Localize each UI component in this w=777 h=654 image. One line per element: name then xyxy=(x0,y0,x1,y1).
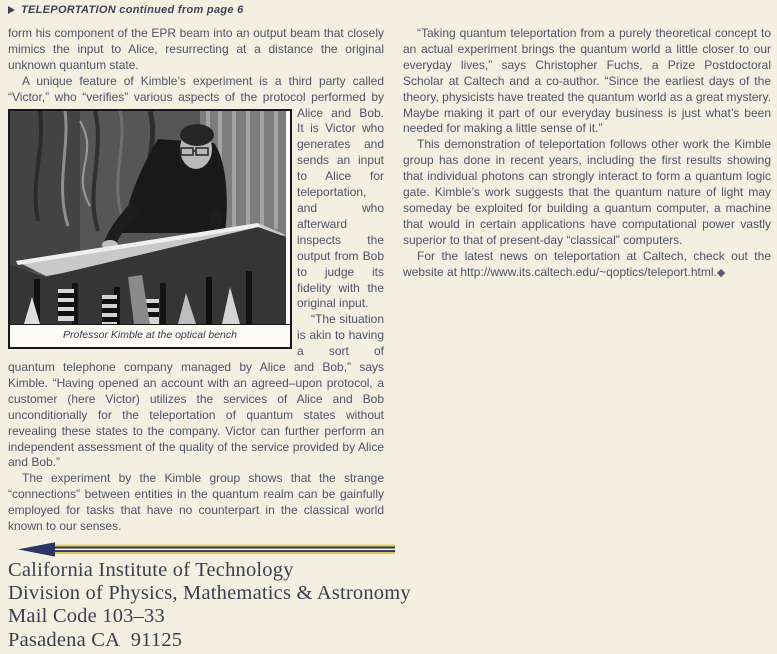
left-column xyxy=(8,26,384,535)
photo-figure xyxy=(8,109,292,350)
paragraph-text: A unique feature of Kimble’s experiment is a third party called “Victor,” who “verifies” various aspects of the protocol xyxy=(8,73,384,104)
continued-marker-icon xyxy=(8,6,15,14)
continued-header-text: TELEPORTATION continued from page 6 xyxy=(21,4,244,16)
paragraph-text: This demonstration of teleportation follows other work the Kimble group has done in recent years, including the first results showing that individual photons can strongly interact to form a quantum logic gate. Kimble’s work suggests that the quantum nature of light may someday be exploited for building a quantum computer, a machine that would in certain applications have computational power vastly superior to that of present-day “classical” computers. xyxy=(403,137,771,247)
address-line: California Institute of Technology xyxy=(8,559,294,581)
kimble-photo xyxy=(10,111,286,324)
address-line: Mail Code 103–33 xyxy=(8,605,165,628)
photo-caption: Professor Kimble at the optical bench xyxy=(10,324,290,348)
mailing-address xyxy=(8,559,411,652)
paragraph xyxy=(403,137,771,248)
end-of-article-diamond-icon: ◆ xyxy=(716,266,726,279)
paragraph-text: “The situation is akin to having a sort of quantum telephone company managed by Alice and Bob,” says Kimble. “Having opened an account with an agreed–upon protocol, a customer (here Victor) utilizes the services of Alice and Bob unconditionally for the teleportation of quantum states without revealing these states to the company. Victor can further perform an independent assessment of the quality of the service provided by Alice and Bob.” xyxy=(8,312,384,470)
continued-header xyxy=(8,4,244,16)
paragraph xyxy=(8,26,384,74)
paragraph-text: The experiment by the Kimble group shows that the strange “connections” between entities in the quantum realm can be gainfully employed for tasks that have no counterpart in the classical world known to our senses. xyxy=(8,471,384,534)
paragraph-text: For the latest news on teleportation at Caltech, check out the website at http://www.its.caltech.edu/~qoptics/teleport.html. xyxy=(403,248,771,279)
address-line: Division of Physics, Mathematics & Astronomy xyxy=(8,582,411,605)
paragraph-text: form his component of the EPR beam into an output beam that closely mimics the input to Alice, resurrecting at a distance the original unknown quantum state. xyxy=(8,26,384,72)
paragraph-text: performed by Alice and Bob. It is Victor who generates and sends an input to Alice for teleportation, and who afterward inspects the output from Bob to judge its fidelity with the original input. xyxy=(297,89,384,311)
right-column xyxy=(403,26,771,282)
address-line: Pasadena CA 91125 xyxy=(8,628,183,651)
paragraph xyxy=(8,471,384,535)
paragraph-text: “Taking quantum teleportation from a purely theoretical concept to an actual experiment brings the quantum world a little closer to our everyday lives,” says Christopher Fuchs, a Prize Postdoctoral Scholar at Caltech and a co-author. “Since the earliest days of the theory, physicists have treated the quantum world as a great mystery. Maybe making it part of our everyday business is just what’s been needed for making a little sense of it.” xyxy=(403,26,771,136)
paragraph xyxy=(403,249,771,282)
paragraph xyxy=(403,26,771,137)
left-arrow-icon xyxy=(18,541,395,559)
paragraph xyxy=(8,73,384,341)
